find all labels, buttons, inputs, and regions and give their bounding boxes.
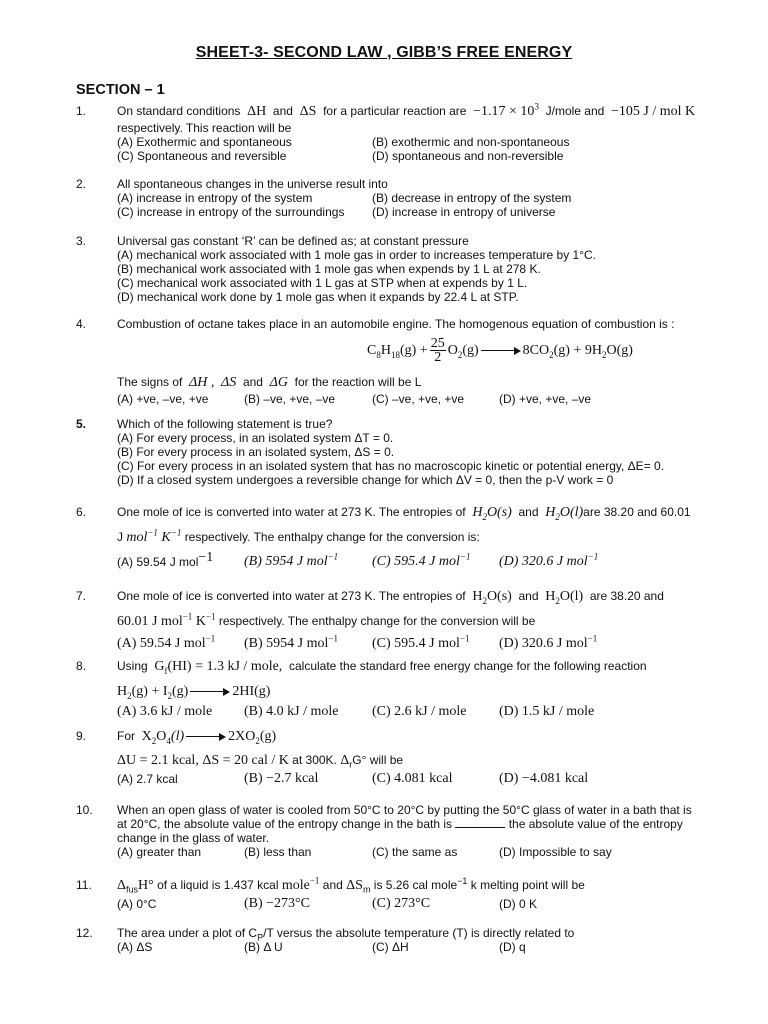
option-c: (C) mechanical work associated with 1 L gas at STP when at expends by 1 L. [117, 276, 528, 290]
option-a: (A) 59.54 J mol$^{-1}$ [117, 633, 216, 651]
question-number: 9. [76, 729, 87, 743]
option-a: (A) 2.7 kcal [117, 772, 178, 786]
fill-in-blank [455, 817, 505, 828]
option-a: (A) mechanical work associated with 1 mole gas in order to increases temperature by 1°C. [117, 248, 597, 262]
question-number: 11. [76, 878, 92, 892]
question-text: One mole of ice is converted into water at 273 K. The entropies of $H_2O(s)$ and $H_2O(l)are$ 38.20 and 60.01 [117, 505, 691, 522]
question-text: For $X_2O_4(l)$ $2XO_2(g)$ [117, 729, 277, 746]
question-text: All spontaneous changes in the universe result into [117, 177, 388, 191]
option-d: (D) 320.6 J mol$^{-1}$ [499, 633, 598, 651]
reaction-arrow [481, 347, 521, 355]
option-d: (D) increase in entropy of universe [372, 205, 556, 219]
option-c: (C) 4.081 kcal [372, 771, 453, 786]
option-d: (D) 1.5 kJ / mole [499, 704, 595, 719]
question-text: Which of the following statement is true? [117, 417, 333, 431]
option-d: (D) q [499, 940, 526, 954]
question-number: 2. [76, 177, 87, 191]
option-b: (B) exothermic and non-spontaneous [372, 135, 570, 149]
option-d: (D) 320.6 J mol$^{-1}$ [499, 551, 599, 569]
question-text: $\Delta_{fus}H^\circ$ of a liquid is 1.437 kcal mole$^{-1}$ and $\Delta S_m$ is 5.26 cal mole$^{-1}$ k melting point will be [117, 875, 585, 895]
question-text: Using $G_f(HI) = 1.3$ kJ / mole, calculate the standard free energy change for the following reaction [117, 659, 647, 676]
option-a: (A) 3.6 kJ / mole [117, 704, 213, 719]
option-b: (B) 5954 J mol$^{-1}$ [244, 633, 338, 651]
option-c: (C) 273°C [372, 896, 431, 911]
question-text: When an open glass of water is cooled from 50°C to 20°C by putting the 50°C glass of water in a bath that is [117, 803, 692, 817]
option-a: (A) greater than [117, 845, 202, 859]
question-number: 8. [76, 659, 87, 673]
options [117, 135, 697, 149]
option-c: (C) –ve, +ve, +ve [372, 392, 465, 406]
option-b: (B) –ve, +ve, –ve [244, 392, 336, 406]
reaction-arrow [190, 688, 230, 696]
reaction-arrow [186, 733, 226, 741]
reaction-equation: $H_2(g) + I_2(g)$ 2HI(g) [117, 684, 271, 701]
question-number: 4. [76, 317, 87, 331]
question-number: 3. [76, 234, 87, 248]
question-number: 6. [76, 505, 87, 519]
option-b: (B) decrease in entropy of the system [372, 191, 572, 205]
option-a: (A) increase in entropy of the system [117, 191, 313, 205]
section-heading: SECTION – 1 [76, 82, 165, 98]
option-d: (D) −4.081 kcal [499, 771, 589, 786]
option-a: (A) +ve, –ve, +ve [117, 392, 209, 406]
option-b: (B) 5954 J mol$^{-1}$ [244, 551, 339, 569]
option-c: (C) increase in entropy of the surroundings [117, 205, 345, 219]
option-b: (B) For every process in an isolated system, ΔS = 0. [117, 445, 395, 459]
option-b: (B) −2.7 kcal [244, 771, 319, 786]
option-a: (A) For every process, in an isolated system ΔT = 0. [117, 431, 394, 445]
page-title: SHEET-3- SECOND LAW , GIBB’S FREE ENERGY [195, 44, 573, 61]
option-d: (D) Impossible to say [499, 845, 612, 859]
option-c: (C) 2.6 kJ / mole [372, 704, 467, 719]
option-c: (C) Spontaneous and reversible [117, 149, 287, 163]
option-d: (D) +ve, +ve, –ve [499, 392, 592, 406]
question-number: 5. [76, 417, 87, 431]
combustion-equation: $C_8H_{18}(g)$ + $\frac{25}{2}$ $O_2(g) 8CO_2(g) + 9H_2O(g)$ [367, 336, 633, 366]
question-text: On standard conditions ΔH and ΔS for a particular reaction are $-1.17 \times 10^3$ J/mole and −105 J / mol K [117, 101, 696, 119]
question-text: Combustion of octane takes place in an automobile engine. The homogenous equation of combustion is : [117, 317, 675, 331]
option-a: (A) 59.54 J mol$^{-1}$ [117, 550, 214, 569]
question-text: The area under a plot of $C_P/T$ versus the absolute temperature (T) is directly related to [117, 926, 575, 943]
option-d: (D) mechanical work done by 1 mole gas when it expands by 22.4 L at STP. [117, 290, 519, 304]
question-number: 7. [76, 589, 87, 603]
option-b: (B) less than [244, 845, 312, 859]
question-text: Universal gas constant ‘R’ can be defined as; at constant pressure [117, 234, 469, 248]
option-a: (A) Exothermic and spontaneous [117, 135, 292, 149]
option-d: (D) 0 K [499, 897, 538, 911]
option-c: (C) 595.4 J mol$^{-1}$ [372, 633, 470, 651]
option-b: (B) −273°C [244, 896, 310, 911]
question-number: 12. [76, 926, 93, 940]
option-b: (B) Δ U [244, 940, 283, 954]
options [117, 149, 697, 163]
option-c: (C) For every process in an isolated system that has no macroscopic kinetic or potential energy, ΔE= 0. [117, 459, 665, 473]
option-a: (A) 0°C [117, 897, 157, 911]
question-number: 1. [76, 104, 87, 118]
question-text: One mole of ice is converted into water at 273 K. The entropies of $H_2O(s)$ and $H_2O(l)$ are 38.20 and [117, 589, 664, 606]
option-c: (C) 595.4 J mol$^{-1}$ [372, 551, 471, 569]
option-b: (B) 4.0 kJ / mole [244, 704, 339, 719]
option-a: (A) ΔS [117, 940, 153, 954]
option-c: (C) ΔH [372, 940, 409, 954]
option-c: (C) the same as [372, 845, 458, 859]
option-b: (B) mechanical work associated with 1 mole gas when expends by 1 L at 278 K. [117, 262, 541, 276]
question-number: 10. [76, 803, 93, 817]
option-d: (D) spontaneous and non-reversible [372, 149, 564, 163]
option-d: (D) If a closed system undergoes a reversible change for which ΔV = 0, then the p-V work = 0 [117, 473, 614, 487]
